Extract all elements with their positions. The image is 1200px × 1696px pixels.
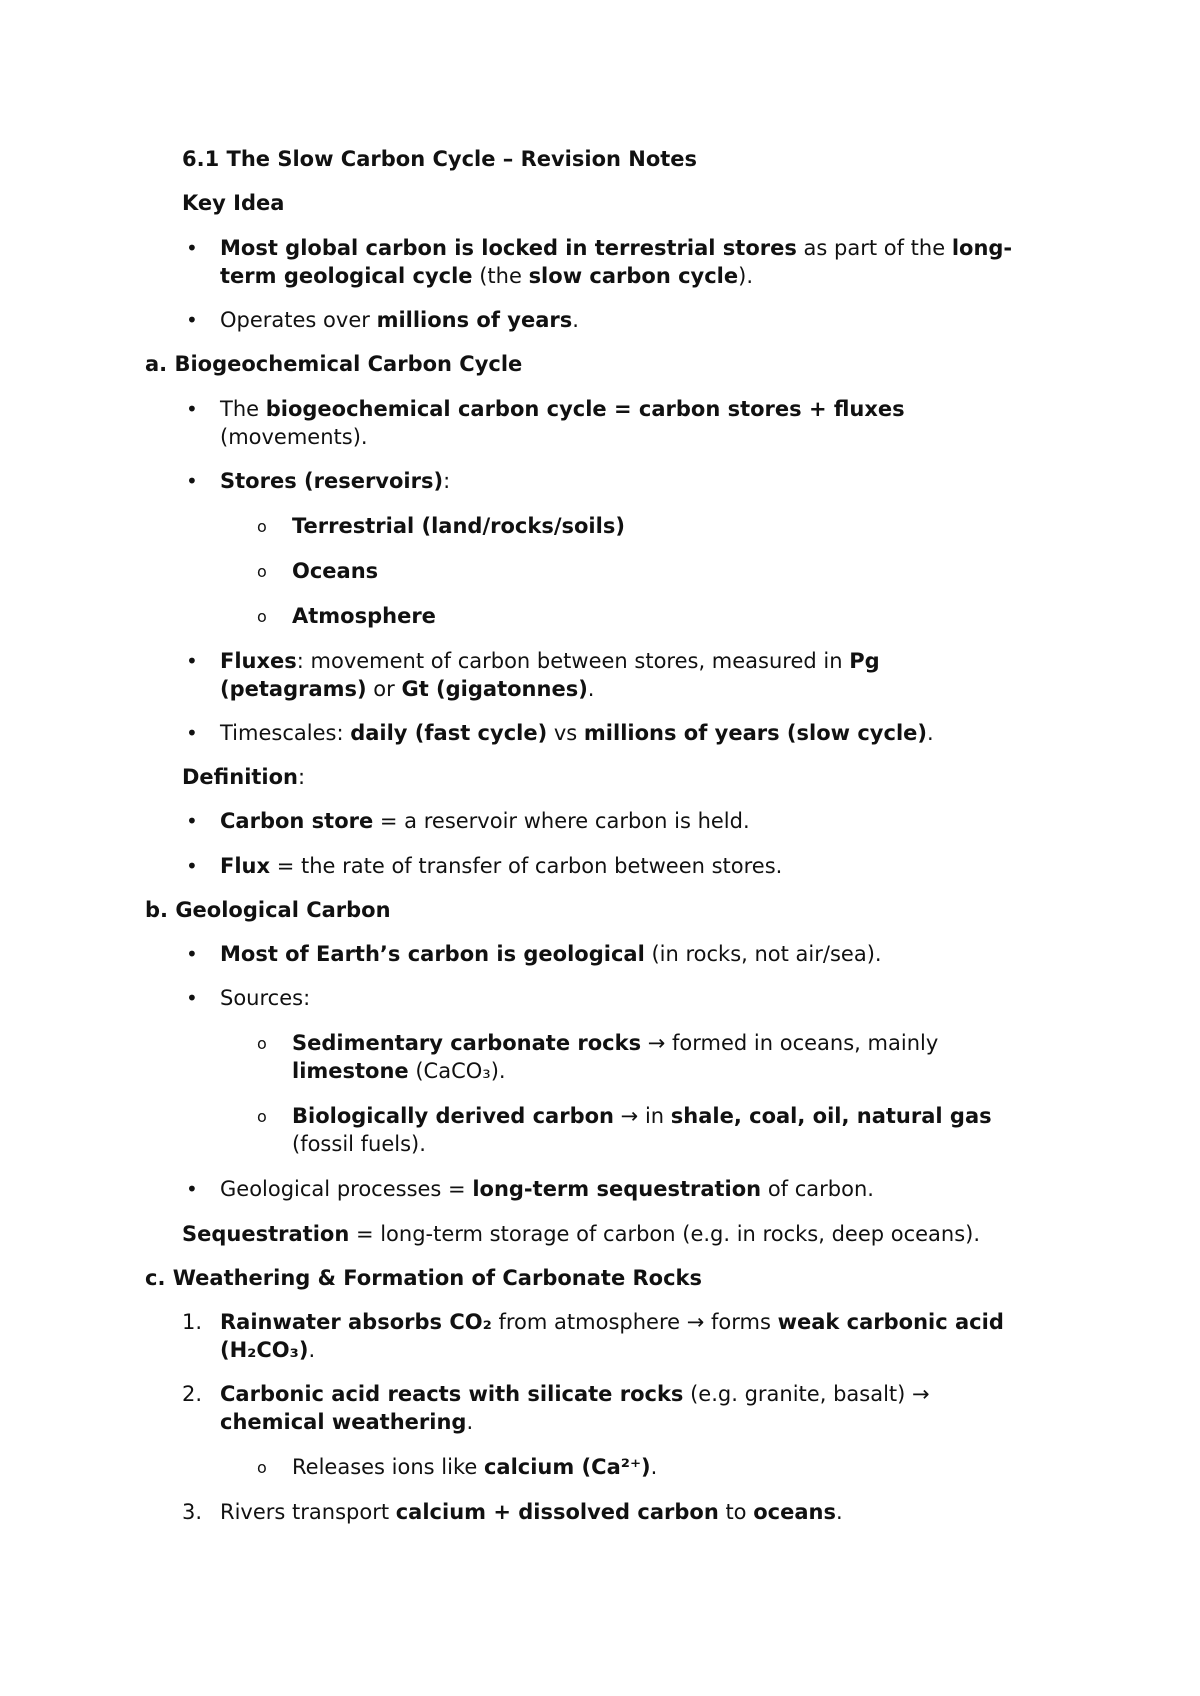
key-idea-bullet-1-line-2: term geological cycle (the slow carbon cycle). bbox=[220, 264, 753, 288]
bullet-icon: • bbox=[186, 649, 198, 673]
section-a-bullet-fluxes-line-1: Fluxes: movement of carbon between stores, measured in Pg bbox=[220, 649, 880, 673]
circle-bullet-icon: o bbox=[257, 1458, 267, 1477]
store-item-terrestrial: Terrestrial (land/rocks/soils) bbox=[292, 514, 625, 538]
circle-bullet-icon: o bbox=[257, 517, 267, 536]
key-idea-heading: Key Idea bbox=[182, 191, 285, 215]
section-a-bullet-1-line-2: (movements). bbox=[220, 425, 368, 449]
bullet-icon: • bbox=[186, 397, 198, 421]
source-sedimentary-line-2: limestone (CaCO₃). bbox=[292, 1059, 506, 1083]
section-c-item-2-sub: Releases ions like calcium (Ca²⁺). bbox=[292, 1455, 658, 1479]
section-c-item-3: Rivers transport calcium + dissolved carbon to oceans. bbox=[220, 1500, 843, 1524]
section-a-bullet-1-line-1: The biogeochemical carbon cycle = carbon stores + fluxes bbox=[220, 397, 905, 421]
key-idea-bullet-1-line-1: Most global carbon is locked in terrestrial stores as part of the long- bbox=[220, 236, 1013, 260]
bullet-icon: • bbox=[186, 854, 198, 878]
store-item-atmosphere: Atmosphere bbox=[292, 604, 436, 628]
source-biological-line-2: (fossil fuels). bbox=[292, 1132, 426, 1156]
source-sedimentary-line-1: Sedimentary carbonate rocks → formed in oceans, mainly bbox=[292, 1031, 939, 1055]
section-a-heading: a. Biogeochemical Carbon Cycle bbox=[145, 352, 523, 376]
list-number: 3. bbox=[182, 1500, 203, 1524]
list-number: 2. bbox=[182, 1382, 203, 1406]
sequestration-definition: Sequestration = long-term storage of carbon (e.g. in rocks, deep oceans). bbox=[182, 1222, 981, 1246]
section-c-item-1-line-2: (H₂CO₃). bbox=[220, 1338, 316, 1362]
page-title: 6.1 The Slow Carbon Cycle – Revision Notes bbox=[182, 147, 698, 171]
store-item-oceans: Oceans bbox=[292, 559, 379, 583]
bullet-icon: • bbox=[186, 942, 198, 966]
circle-bullet-icon: o bbox=[257, 607, 267, 626]
bullet-icon: • bbox=[186, 986, 198, 1010]
definition-carbon-store: Carbon store = a reservoir where carbon is held. bbox=[220, 809, 750, 833]
source-biological-line-1: Biologically derived carbon → in shale, coal, oil, natural gas bbox=[292, 1104, 992, 1128]
key-idea-bullet-2: Operates over millions of years. bbox=[220, 308, 579, 332]
section-c-item-2-line-2: chemical weathering. bbox=[220, 1410, 474, 1434]
definition-flux: Flux = the rate of transfer of carbon between stores. bbox=[220, 854, 783, 878]
bullet-icon: • bbox=[186, 236, 198, 260]
bullet-icon: • bbox=[186, 809, 198, 833]
section-c-heading: c. Weathering & Formation of Carbonate Rocks bbox=[145, 1266, 703, 1290]
circle-bullet-icon: o bbox=[257, 562, 267, 581]
definition-heading: Definition: bbox=[182, 765, 306, 789]
section-a-bullet-stores: Stores (reservoirs): bbox=[220, 469, 451, 493]
bullet-icon: • bbox=[186, 308, 198, 332]
section-a-bullet-timescales: Timescales: daily (fast cycle) vs millions of years (slow cycle). bbox=[220, 721, 934, 745]
circle-bullet-icon: o bbox=[257, 1107, 267, 1126]
section-b-bullet-1: Most of Earth’s carbon is geological (in rocks, not air/sea). bbox=[220, 942, 882, 966]
bullet-icon: • bbox=[186, 1177, 198, 1201]
section-b-bullet-sources: Sources: bbox=[220, 986, 311, 1010]
section-b-heading: b. Geological Carbon bbox=[145, 898, 391, 922]
section-a-bullet-fluxes-line-2: (petagrams) or Gt (gigatonnes). bbox=[220, 677, 595, 701]
section-c-item-2-line-1: Carbonic acid reacts with silicate rocks (e.g. granite, basalt) → bbox=[220, 1382, 930, 1406]
bullet-icon: • bbox=[186, 469, 198, 493]
section-c-item-1-line-1: Rainwater absorbs CO₂ from atmosphere → forms weak carbonic acid bbox=[220, 1310, 1004, 1334]
bullet-icon: • bbox=[186, 721, 198, 745]
list-number: 1. bbox=[182, 1310, 203, 1334]
circle-bullet-icon: o bbox=[257, 1034, 267, 1053]
section-b-bullet-processes: Geological processes = long-term sequestration of carbon. bbox=[220, 1177, 874, 1201]
